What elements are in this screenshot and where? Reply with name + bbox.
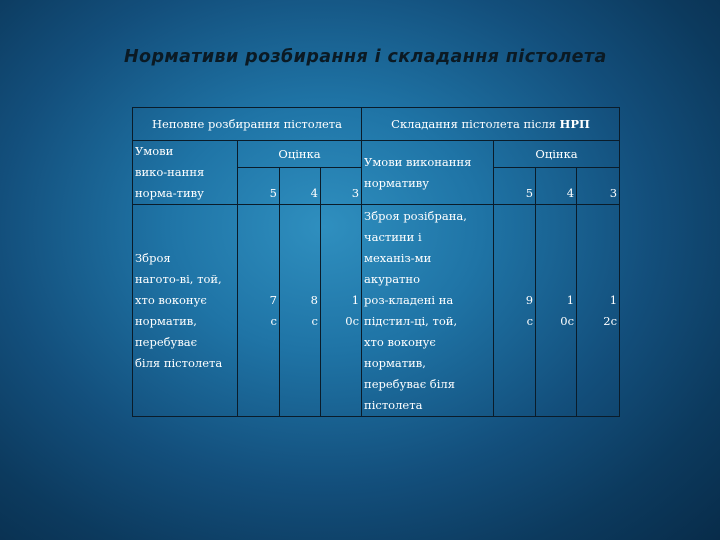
text-line: нагото-ві, той,	[135, 271, 222, 286]
left-condition-text	[133, 205, 238, 417]
right-score-label: Оцінка	[494, 141, 620, 168]
left-grade-4: 4	[280, 168, 321, 205]
time-line: 1	[566, 292, 575, 307]
text-line: пістолета	[364, 397, 423, 412]
text-line: роз-кладені на	[364, 292, 454, 307]
left-time-3	[321, 205, 362, 417]
time-line: 8	[310, 292, 318, 307]
label-line: вико-нання	[135, 165, 205, 179]
text-line: перебуває	[135, 334, 198, 349]
text-line: хто воконує	[364, 334, 436, 349]
text-line: частини і	[364, 229, 422, 244]
text-line: Зброя	[135, 250, 171, 265]
time-line: с	[526, 313, 534, 328]
left-grade-3: 3	[321, 168, 362, 205]
time-line: 2с	[603, 313, 618, 328]
label-line: Умови	[135, 144, 174, 158]
left-grade-5: 5	[238, 168, 280, 205]
text-line: норматив,	[364, 355, 426, 370]
header-assembly-abbr: НРП	[559, 116, 590, 131]
left-conditions-label	[133, 141, 238, 205]
time-line: с	[311, 313, 318, 328]
time-line: 7	[269, 292, 277, 307]
text-line: перебуває біля	[364, 376, 455, 391]
text-line: біля пістолета	[135, 355, 223, 370]
text-line: механіз-ми	[364, 250, 432, 265]
left-score-label: Оцінка	[238, 141, 362, 168]
right-time-3	[577, 205, 620, 417]
slide-title: Нормативи розбирання і складання пістолета	[124, 47, 607, 67]
header-assembly-text: Складання пістолета після	[391, 116, 560, 131]
left-time-5	[238, 205, 280, 417]
right-grade-4: 4	[536, 168, 577, 205]
time-line: 1	[609, 292, 618, 307]
text-line: хто воконує	[135, 292, 207, 307]
time-line: 9	[525, 292, 534, 307]
right-time-4	[536, 205, 577, 417]
header-assembly	[362, 108, 620, 141]
label-line: Умови виконання	[364, 154, 472, 169]
time-line: 0с	[345, 313, 360, 328]
label-line: нормативу	[364, 175, 430, 190]
right-condition-text	[362, 205, 494, 417]
text-line: Зброя розібрана,	[364, 208, 467, 223]
standards-table	[132, 107, 620, 417]
right-grade-3: 3	[577, 168, 620, 205]
header-incomplete-disassembly: Неповне розбирання пістолета	[133, 108, 362, 141]
left-time-4	[280, 205, 321, 417]
text-line: підстил-ці, той,	[364, 313, 458, 328]
right-time-5	[494, 205, 536, 417]
text-line: акуратно	[364, 271, 421, 286]
time-line: 0с	[560, 313, 575, 328]
time-line: с	[270, 313, 277, 328]
label-line: норма-тиву	[135, 186, 204, 200]
right-conditions-label	[362, 141, 494, 205]
text-line: норматив,	[135, 313, 197, 328]
time-line: 1	[351, 292, 360, 307]
right-grade-5: 5	[494, 168, 536, 205]
